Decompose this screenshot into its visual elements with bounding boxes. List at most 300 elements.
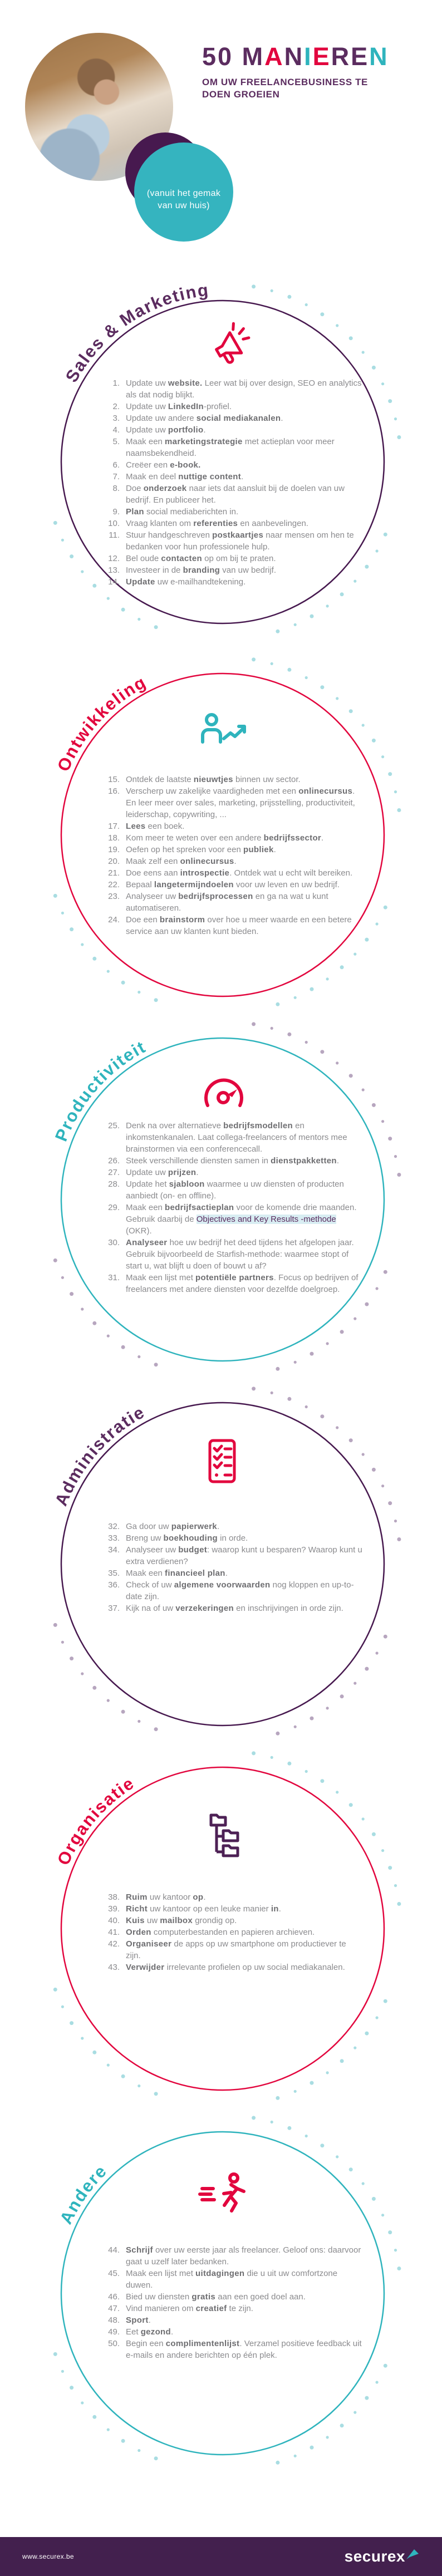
- megaphone-icon: [207, 320, 257, 370]
- badge-text-line2: van uw huis): [158, 201, 210, 210]
- decorative-dot: [137, 1720, 140, 1723]
- item-text: [126, 459, 362, 471]
- item-text-part: Analyseer uw: [126, 892, 179, 901]
- item-keyword: brainstorm: [159, 915, 205, 925]
- securex-logo-text: securex: [344, 2548, 405, 2565]
- item-text-part: irrelevante profielen op uw social mediakanalen.: [164, 1963, 345, 1972]
- section-productiviteit: [0, 1016, 442, 1383]
- item-text-part: Update uw: [126, 1168, 168, 1177]
- item-keyword: introspectie: [180, 868, 230, 878]
- decorative-dot: [372, 1103, 376, 1107]
- item-text: [126, 471, 362, 483]
- decorative-dot: [154, 2092, 158, 2096]
- decorative-dot: [384, 2364, 387, 2368]
- item-keyword: op: [193, 1892, 204, 1902]
- item-keyword: in: [271, 1904, 279, 1914]
- title-letter-8: R: [331, 42, 351, 71]
- item-keyword: referenties: [193, 519, 238, 528]
- decorative-dot: [294, 623, 297, 626]
- decorative-dot: [336, 697, 338, 700]
- page-title: [202, 42, 436, 71]
- decorative-dot: [362, 1817, 365, 1820]
- decorative-dot: [107, 1335, 110, 1338]
- decorative-dot: [320, 1414, 324, 1418]
- decorative-dot: [121, 981, 125, 985]
- decorative-dot: [53, 1988, 57, 1992]
- decorative-dot: [388, 1866, 392, 1870]
- item-keyword: LinkedIn: [168, 402, 204, 411]
- decorative-dot: [320, 312, 324, 316]
- item-keyword: nieuwtjes: [193, 775, 233, 784]
- decorative-dot: [340, 592, 344, 596]
- item-text-part: Vraag klanten om: [126, 519, 194, 528]
- decorative-dot: [372, 739, 376, 743]
- item-text: [126, 1891, 362, 1903]
- decorative-dot: [294, 2090, 297, 2093]
- decorative-dot: [365, 938, 369, 942]
- item-text: [126, 1178, 362, 1202]
- decorative-dot: [384, 533, 387, 537]
- item-text-part: over uw eerste jaar als freelancer. Geloof ons: daarvoor gaat u uzelf later bedanken.: [126, 2245, 361, 2267]
- decorative-dot: [81, 943, 84, 946]
- securex-logo-mark-icon: [405, 2548, 420, 2562]
- decorative-dot: [384, 1999, 387, 2003]
- decorative-dot: [349, 336, 353, 340]
- item-keyword: bedrijfsmodellen: [223, 1121, 293, 1130]
- item-text-part: .: [281, 414, 283, 423]
- decorative-dot: [92, 2051, 96, 2054]
- decorative-dot: [276, 1367, 279, 1371]
- title-letter-5: N: [284, 42, 305, 71]
- item-number: 13.: [108, 566, 120, 575]
- decorative-dot: [305, 2135, 308, 2137]
- list-item: [102, 2326, 362, 2338]
- decorative-dot: [336, 2155, 338, 2158]
- item-text: [126, 1962, 362, 1973]
- item-text-part: een boek.: [145, 822, 185, 831]
- item-text-part: Stuur handgeschreven: [126, 530, 213, 540]
- decorative-dot: [294, 2455, 297, 2457]
- list-item: [102, 2291, 362, 2303]
- decorative-dot: [349, 2167, 353, 2171]
- item-text-part: hoe uw bedrijf het deed tijdens het afgelopen jaar. Gebruik bijvoorbeeld de Starfish-methode: waarmee stopt of start u, wat blijft u doen of bouwt u af?: [126, 1238, 354, 1271]
- item-keyword: complimentenlijst: [165, 2339, 240, 2348]
- item-keyword: creatief: [195, 2304, 227, 2313]
- footer-bar: [0, 2537, 442, 2576]
- item-text-part: en ga na wat u kunt automatiseren.: [126, 892, 328, 913]
- decorative-dot: [384, 1635, 387, 1639]
- item-keyword: financieel plan: [165, 1569, 225, 1578]
- item-keyword: bedrijfsprocessen: [178, 892, 253, 901]
- section-sales-marketing: [0, 278, 442, 646]
- item-number: 26.: [108, 1156, 120, 1166]
- item-text: [126, 2326, 362, 2338]
- list-item: [102, 832, 362, 844]
- item-text-part: Steek verschillende diensten samen in: [126, 1156, 271, 1166]
- item-text: [126, 832, 362, 844]
- decorative-dot: [252, 1387, 256, 1390]
- decorative-dot: [305, 1041, 308, 1044]
- item-text: [126, 2314, 362, 2326]
- decorative-dot: [70, 1656, 73, 1660]
- item-keyword: onlinecursus: [180, 857, 234, 866]
- item-text-part: naar mensen om hen te bedanken voor hun professionele hulp.: [126, 530, 354, 552]
- decorative-dot: [107, 2064, 110, 2067]
- list-item: [102, 785, 362, 820]
- list-item: [102, 2268, 362, 2291]
- item-text-part: -profiel.: [203, 402, 232, 411]
- item-text-part: .: [241, 472, 244, 481]
- item-text: [126, 1202, 362, 1237]
- item-keyword: dienstpakketten: [271, 1156, 337, 1166]
- item-text-part: Analyseer uw: [126, 1545, 179, 1555]
- decorative-dot: [320, 2144, 324, 2147]
- item-text-part: .: [196, 1168, 199, 1177]
- decorative-dot: [394, 1884, 397, 1887]
- item-text: [126, 1579, 362, 1602]
- item-keyword: nuttige content: [178, 472, 242, 481]
- decorative-dot: [376, 1651, 379, 1654]
- title-letter-1: 0: [218, 42, 234, 71]
- decorative-dot: [107, 970, 110, 973]
- decorative-dot: [394, 417, 397, 420]
- decorative-dot: [340, 2423, 344, 2427]
- item-number: 9.: [112, 507, 120, 517]
- decorative-dot: [336, 324, 338, 327]
- item-text-part: .: [234, 857, 237, 866]
- item-text-part: naar iets dat aansluit bij de doelen van uw bedrijf. En publiceer het.: [126, 484, 345, 505]
- item-number: 35.: [108, 1569, 120, 1578]
- item-text-part: .: [278, 1904, 281, 1914]
- item-keyword: papierwerk: [171, 1522, 217, 1531]
- list-item: [102, 1178, 362, 1202]
- item-text-part: Bel oude: [126, 554, 161, 563]
- decorative-dot: [81, 1307, 84, 1310]
- list-item: [102, 1602, 362, 1614]
- section-title: Andere: [56, 2161, 111, 2228]
- list-item: [102, 564, 362, 576]
- decorative-dot: [305, 1770, 308, 1773]
- header-title-block: [202, 42, 436, 101]
- item-text-part: voor de komende drie maanden. Gebruik daarbij de: [126, 1203, 357, 1224]
- decorative-dot: [388, 2230, 392, 2234]
- item-keyword: e-book.: [170, 460, 201, 470]
- decorative-dot: [61, 2370, 64, 2373]
- item-text-part: computerbestanden en papieren archieven.: [151, 1928, 315, 1937]
- decorative-dot: [394, 1520, 397, 1522]
- decorative-dot: [92, 1321, 96, 1325]
- item-text-part: Update uw: [126, 402, 168, 411]
- item-text: [126, 1521, 362, 1532]
- item-number: 36.: [108, 1580, 120, 1590]
- item-text-part: Update uw: [126, 425, 168, 435]
- item-text-part: te zijn.: [227, 2304, 253, 2313]
- item-text: [126, 401, 362, 412]
- item-text: [126, 1155, 362, 1167]
- decorative-dot: [252, 2116, 256, 2120]
- item-text-part: Oefen op het spreken voor een: [126, 845, 243, 854]
- decorative-dot: [353, 1682, 356, 1685]
- decorative-dot: [276, 1732, 279, 1736]
- decorative-dot: [81, 2037, 84, 2039]
- runner-icon: [198, 2170, 248, 2220]
- item-text-part: Verscherp uw zakelijke vaardigheden met een: [126, 786, 299, 796]
- item-keyword: Analyseer: [126, 1238, 168, 1247]
- decorative-dot: [397, 2267, 401, 2270]
- item-text-part: Leer wat bij over design, SEO en analytics als dat nodig blijkt.: [126, 378, 362, 400]
- item-number: 8.: [112, 484, 120, 493]
- decorative-dot: [137, 991, 140, 994]
- item-number: 17.: [108, 822, 120, 831]
- decorative-dot: [365, 565, 369, 569]
- item-keyword: Schrijf: [126, 2245, 153, 2255]
- item-text-part: Investeer in de: [126, 566, 183, 575]
- item-text-part: . En leer meer over sales, marketing, prijsstelling, productiviteit, leiderschap, copywriting, ...: [126, 786, 355, 819]
- decorative-dot: [121, 608, 125, 612]
- list-item: [102, 2314, 362, 2326]
- list-item: [102, 1272, 362, 1295]
- item-text: [126, 483, 362, 506]
- decorative-dot: [320, 1050, 324, 1054]
- section-title: Administratie: [51, 1402, 149, 1509]
- item-keyword: Richt: [126, 1904, 148, 1914]
- item-text: [126, 891, 362, 914]
- decorative-dot: [53, 1623, 57, 1627]
- item-number: 1.: [112, 378, 120, 388]
- item-text: [126, 1120, 362, 1155]
- item-number: 25.: [108, 1121, 120, 1130]
- item-keyword: gratis: [191, 2292, 216, 2302]
- list-item: [102, 856, 362, 867]
- item-keyword: marketingstrategie: [165, 437, 243, 446]
- item-text-part: .: [225, 1569, 228, 1578]
- decorative-dot: [372, 2197, 376, 2201]
- decorative-dot: [154, 1363, 158, 1366]
- title-letter-3: M: [242, 42, 265, 71]
- item-keyword: potentiële partners: [195, 1273, 274, 1282]
- item-text: [126, 377, 362, 401]
- list-item: [102, 1237, 362, 1272]
- list-item: [102, 401, 362, 412]
- item-text: [126, 2244, 362, 2268]
- decorative-dot: [381, 1849, 384, 1852]
- list-item: [102, 1903, 362, 1915]
- decorative-dot: [388, 772, 392, 776]
- item-number: 49.: [108, 2327, 120, 2337]
- decorative-dot: [397, 1173, 401, 1177]
- item-text: [126, 867, 362, 879]
- decorative-dot: [320, 1779, 324, 1783]
- list-item: [102, 553, 362, 564]
- item-number: 40.: [108, 1916, 120, 1925]
- item-keyword: publiek: [243, 845, 274, 854]
- decorative-dot: [287, 1033, 291, 1036]
- item-number: 11.: [109, 530, 120, 540]
- item-text-part: die u uit uw comfortzone duwen.: [126, 2269, 338, 2290]
- item-keyword: portfolio: [168, 425, 204, 435]
- decorative-dot: [388, 399, 392, 403]
- item-text: [126, 1272, 362, 1295]
- decorative-dot: [276, 2461, 279, 2465]
- decorative-dot: [294, 1725, 297, 1728]
- item-number: 46.: [108, 2292, 120, 2302]
- item-number: 24.: [108, 915, 120, 925]
- decorative-dot: [394, 1155, 397, 1158]
- item-text-part: Begin een: [126, 2339, 166, 2348]
- decorative-dot: [388, 1137, 392, 1140]
- decorative-dot: [61, 1641, 64, 1644]
- title-letter-9: E: [351, 42, 370, 71]
- item-text-part: Creëer een: [126, 460, 170, 470]
- section-title: Sales & Marketing: [61, 280, 210, 386]
- subtitle-line2: DOEN GROEIEN: [202, 89, 280, 100]
- decorative-dot: [305, 1405, 308, 1408]
- okr-method-link[interactable]: Objectives and Key Results -methode: [196, 1215, 336, 1224]
- item-text-part: : waarop kunt u besparen? Waarop kunt u extra verdienen?: [126, 1545, 362, 1566]
- item-text-part: aan een goed doel aan.: [215, 2292, 306, 2302]
- item-text: [126, 1938, 362, 1962]
- item-text: [126, 1926, 362, 1938]
- item-number: 48.: [108, 2316, 120, 2325]
- decorative-dot: [92, 2415, 96, 2419]
- item-keyword: contacten: [161, 554, 202, 563]
- item-text-part: Maak een: [126, 437, 165, 446]
- item-text: [126, 553, 362, 564]
- item-keyword: Ruim: [126, 1892, 148, 1902]
- item-keyword: Verwijder: [126, 1963, 165, 1972]
- item-text-part: Check of uw: [126, 1580, 174, 1590]
- decorative-dot: [340, 1694, 344, 1698]
- item-text-part: Eet: [126, 2327, 141, 2337]
- decorative-dot: [154, 1727, 158, 1731]
- item-text-part: Bied uw diensten: [126, 2292, 192, 2302]
- item-text: [126, 1915, 362, 1926]
- list-item: [102, 1202, 362, 1237]
- item-text-part: Ga door uw: [126, 1522, 171, 1531]
- page-subtitle: [202, 76, 436, 101]
- item-keyword: budget: [178, 1545, 208, 1555]
- item-number: 6.: [112, 460, 120, 470]
- item-keyword: social mediakanalen: [196, 414, 281, 423]
- list-item: [102, 1532, 362, 1544]
- title-letter-4: A: [264, 42, 284, 71]
- item-number: 34.: [108, 1545, 120, 1555]
- list-item: [102, 844, 362, 856]
- decorative-dot: [310, 1352, 314, 1356]
- list-item: [102, 1926, 362, 1938]
- list-item: [102, 1521, 362, 1532]
- title-letter-2: [233, 42, 242, 71]
- item-text: [126, 1903, 362, 1915]
- item-text-part: grondig op.: [193, 1916, 237, 1925]
- item-keyword: onlinecursus: [298, 786, 353, 796]
- decorative-dot: [388, 1501, 392, 1505]
- decorative-dot: [107, 2428, 110, 2431]
- decorative-dot: [271, 2121, 273, 2123]
- decorative-dot: [340, 2059, 344, 2063]
- decorative-dot: [394, 790, 397, 793]
- item-text-part: .: [273, 845, 276, 854]
- decorative-dot: [349, 1438, 353, 1442]
- list-item: [102, 471, 362, 483]
- item-text-part: met actieplan voor meer naamsbekendheid.: [126, 437, 335, 458]
- item-text: [126, 844, 362, 856]
- item-text-part: Denk na over alternatieve: [126, 1121, 224, 1130]
- list-item: [102, 2244, 362, 2268]
- item-keyword: prijzen: [168, 1168, 197, 1177]
- item-number: 23.: [108, 892, 120, 901]
- decorative-dot: [397, 808, 401, 812]
- item-text: [126, 1602, 362, 1614]
- decorative-dot: [81, 1672, 84, 1675]
- decorative-dot: [92, 1686, 96, 1690]
- item-number: 45.: [108, 2269, 120, 2278]
- decorative-dot: [121, 1345, 125, 1349]
- decorative-dot: [372, 1832, 376, 1836]
- decorative-dot: [294, 996, 297, 999]
- title-letter-10: N: [369, 42, 389, 71]
- decorative-dot: [107, 597, 110, 600]
- list-item: [102, 2338, 362, 2361]
- item-text-part: Maak een lijst met: [126, 2269, 196, 2278]
- badge-text-line1: (vanuit het gemak: [146, 189, 221, 198]
- decorative-dot: [376, 2381, 379, 2383]
- item-keyword: Plan: [126, 507, 144, 517]
- list-item: [102, 1155, 362, 1167]
- item-number: 5.: [112, 437, 120, 446]
- item-text: [126, 856, 362, 867]
- decorative-dot: [353, 953, 356, 956]
- decorative-dot: [92, 957, 96, 961]
- list-item: [102, 867, 362, 879]
- item-text-part: waarmee u uw diensten of producten aanbiedt (on- en offline).: [126, 1179, 344, 1201]
- item-text: [126, 774, 362, 785]
- item-number: 28.: [108, 1179, 120, 1189]
- decorative-dot: [252, 657, 256, 661]
- item-text-part: voor uw leven en uw bedrijf.: [233, 880, 340, 889]
- decorative-dot: [53, 894, 57, 898]
- item-text-part: uw e-mailhandtekening.: [155, 577, 246, 587]
- item-text: [126, 1167, 362, 1178]
- item-text-part: Maak zelf een: [126, 857, 180, 866]
- list-item: [102, 914, 362, 937]
- checklist-icon: [197, 1436, 247, 1486]
- item-text-part: de apps op uw smartphone om productiever te zijn.: [126, 1939, 346, 1960]
- decorative-dot: [384, 906, 387, 910]
- decorative-dot: [340, 1330, 344, 1334]
- svg-text:Sales & Marketing: [62, 280, 210, 386]
- decorative-dot: [376, 922, 379, 925]
- website-url-link[interactable]: www.securex.be: [22, 2553, 74, 2560]
- item-text-part: . Ontdek wat u echt wilt bereiken.: [229, 868, 353, 878]
- item-number: 37.: [108, 1604, 120, 1613]
- item-number: 39.: [108, 1904, 120, 1914]
- item-keyword: bedrijfsactieplan: [165, 1203, 234, 1212]
- item-keyword: Organiseer: [126, 1939, 172, 1949]
- item-text-part: binnen uw sector.: [233, 775, 301, 784]
- item-keyword: mailbox: [160, 1916, 193, 1925]
- decorative-dot: [305, 676, 308, 679]
- item-text-part: Bepaal: [126, 880, 154, 889]
- item-text-part: .: [203, 425, 206, 435]
- item-text-part: uw kantoor op een leuke manier: [148, 1904, 271, 1914]
- tip-list-andere: [102, 2244, 362, 2361]
- decorative-dot: [287, 1762, 291, 1766]
- item-text-part: Doe een: [126, 915, 160, 925]
- item-text-part: op om bij te praten.: [202, 554, 276, 563]
- item-text-part: Maak een: [126, 1203, 165, 1212]
- item-text: [126, 785, 362, 820]
